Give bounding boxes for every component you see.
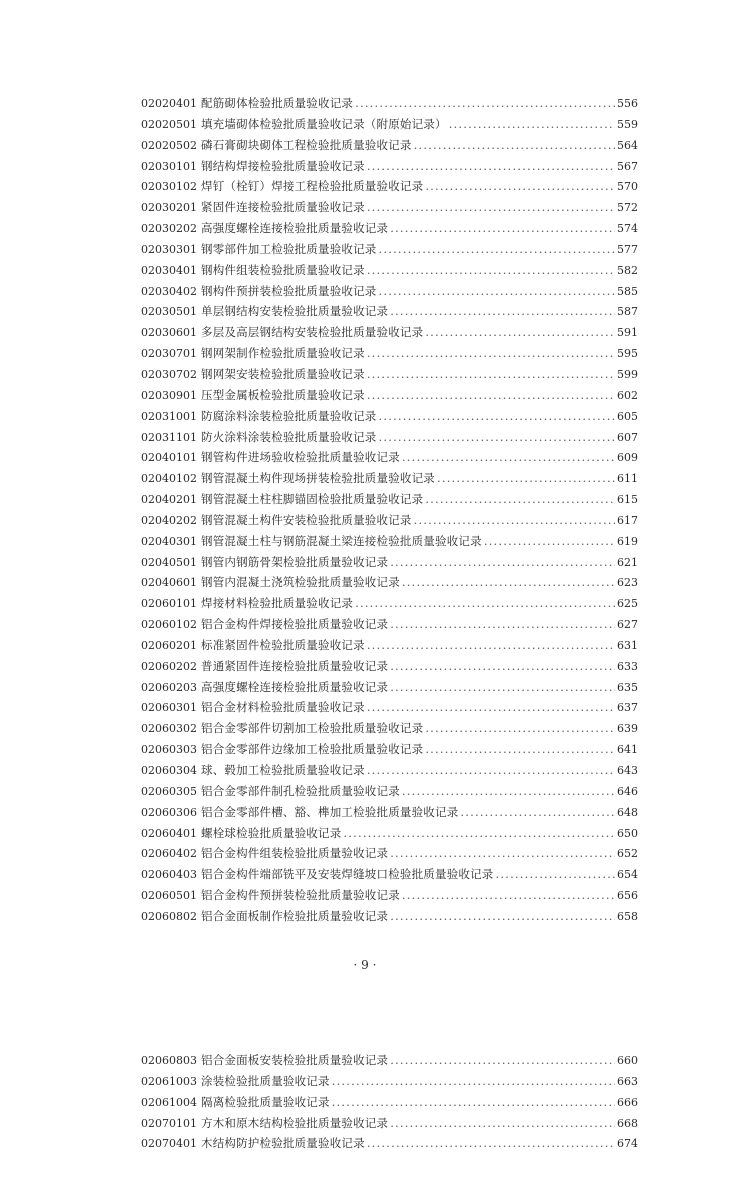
- toc-entry[interactable]: [141, 843, 637, 864]
- toc-entry-code: 02060302: [141, 722, 197, 736]
- toc-entry-code: 02060802: [141, 909, 197, 923]
- toc-entry-title: 普通紧固件连接检验批质量验收记录: [201, 658, 389, 673]
- toc-entry[interactable]: [141, 739, 637, 760]
- toc-entry-page: 556: [617, 97, 638, 110]
- toc-entry[interactable]: [141, 343, 637, 364]
- toc-entry-title: 铝合金零部件边缘加工检验批质量验收记录: [201, 742, 424, 757]
- toc-block-2: [141, 1050, 637, 1154]
- toc-entry-code: 02040501: [141, 555, 197, 569]
- toc-entry-title: 配筋砌体检验批质量验收记录: [201, 96, 354, 110]
- toc-entry-page: 570: [617, 180, 638, 194]
- toc-entry-page: 572: [617, 201, 638, 215]
- toc-entry-title: 钢管混凝土构件安装检验批质量验收记录: [201, 512, 412, 527]
- toc-entry-title: 填充墙砌体检验批质量验收记录（附原始记录）: [201, 116, 447, 131]
- toc-entry-title: 涂装检验批质量验收记录: [201, 1073, 330, 1088]
- toc-entry-code: 02031101: [141, 430, 197, 444]
- toc-entry-page: 599: [617, 367, 638, 381]
- toc-entry-page: 609: [617, 451, 638, 465]
- toc-dot-leader: [367, 697, 615, 718]
- toc-entry-title: 铝合金零部件制孔检验批质量验收记录: [201, 783, 400, 798]
- toc-dot-leader: [425, 176, 615, 197]
- toc-entry-page: 631: [617, 638, 638, 652]
- toc-entry-code: 02030301: [141, 242, 197, 256]
- toc-entry-title: 防火涂料涂装检验批质量验收记录: [201, 429, 377, 444]
- toc-entry-page: 617: [617, 513, 638, 527]
- toc-entry[interactable]: [141, 176, 637, 197]
- toc-entry[interactable]: [141, 260, 637, 281]
- toc-entry[interactable]: [141, 1133, 637, 1154]
- toc-entry-page: 595: [617, 347, 638, 361]
- toc-entry-title: 钢管混凝土柱与钢筋混凝土梁连接检验批质量验收记录: [201, 533, 482, 548]
- toc-entry-code: 02030201: [141, 201, 197, 215]
- toc-entry-page: 674: [617, 1137, 638, 1151]
- toc-entry[interactable]: [141, 385, 637, 406]
- toc-dot-leader: [390, 656, 615, 677]
- toc-entry[interactable]: [141, 364, 637, 385]
- toc-entry-title: 磷石膏砌块砌体工程检验批质量验收记录: [201, 137, 412, 152]
- toc-dot-leader: [425, 718, 615, 739]
- toc-entry-page: 577: [617, 242, 638, 256]
- toc-entry[interactable]: [141, 1071, 637, 1092]
- toc-entry[interactable]: [141, 885, 637, 906]
- toc-entry[interactable]: [141, 489, 637, 510]
- toc-entry-title: 钢构件组装检验批质量验收记录: [201, 262, 365, 277]
- toc-entry-code: 02040301: [141, 534, 197, 548]
- toc-entry-page: 587: [617, 305, 638, 319]
- toc-entry-code: 02030101: [141, 159, 197, 173]
- toc-dot-leader: [496, 864, 616, 885]
- toc-dot-leader: [343, 823, 615, 844]
- toc-entry-title: 方木和原木结构检验批质量验收记录: [201, 1115, 389, 1130]
- toc-entry-code: 02070401: [141, 1137, 197, 1151]
- toc-entry-title: 钢结构焊接检验批质量验收记录: [201, 158, 365, 173]
- toc-entry-code: 02060401: [141, 826, 197, 840]
- toc-entry[interactable]: [141, 114, 637, 135]
- toc-entry[interactable]: [141, 593, 637, 614]
- toc-dot-leader: [367, 1133, 615, 1154]
- toc-entry-code: 02060305: [141, 784, 197, 798]
- toc-entry-title: 钢管内钢筋骨架检验批质量验收记录: [201, 554, 389, 569]
- toc-entry-title: 铝合金面板制作检验批质量验收记录: [201, 908, 389, 923]
- toc-entry-code: 02030102: [141, 180, 197, 194]
- toc-entry-code: 02040601: [141, 576, 197, 590]
- toc-entry-code: 02030202: [141, 222, 197, 236]
- toc-dot-leader: [390, 843, 615, 864]
- toc-entry[interactable]: [141, 510, 637, 531]
- toc-entry-code: 02061004: [141, 1095, 197, 1109]
- toc-block-1: [141, 93, 637, 927]
- toc-dot-leader: [390, 677, 615, 698]
- toc-dot-leader: [367, 343, 615, 364]
- toc-dot-leader: [390, 906, 615, 927]
- toc-entry-title: 钢网架安装检验批质量验收记录: [201, 366, 365, 381]
- toc-entry[interactable]: [141, 197, 637, 218]
- toc-entry-title: 铝合金构件焊接检验批质量验收记录: [201, 617, 389, 632]
- toc-entry-code: 02030702: [141, 367, 197, 381]
- toc-entry-code: 02060301: [141, 701, 197, 715]
- toc-entry-page: 602: [617, 388, 638, 402]
- toc-dot-leader: [379, 427, 616, 448]
- toc-entry-page: 621: [617, 555, 638, 569]
- toc-dot-leader: [425, 739, 615, 760]
- toc-entry-page: 611: [617, 472, 638, 486]
- toc-dot-leader: [390, 218, 615, 239]
- toc-entry-title: 紧固件连接检验批质量验收记录: [201, 200, 365, 215]
- toc-dot-leader: [355, 93, 615, 114]
- toc-dot-leader: [425, 489, 615, 510]
- toc-entry-code: 02070101: [141, 1116, 197, 1130]
- toc-entry-code: 02030401: [141, 263, 197, 277]
- toc-entry-page: 619: [617, 534, 638, 548]
- toc-entry-page: 648: [617, 805, 638, 819]
- toc-entry-code: 02060101: [141, 597, 197, 611]
- toc-dot-leader: [379, 406, 616, 427]
- toc-entry-page: 625: [617, 597, 638, 611]
- toc-entry[interactable]: [141, 718, 637, 739]
- toc-dot-leader: [414, 135, 615, 156]
- toc-dot-leader: [484, 531, 615, 552]
- toc-entry-page: 652: [617, 847, 638, 861]
- toc-entry[interactable]: [141, 447, 637, 468]
- toc-entry-title: 高强度螺栓连接检验批质量验收记录: [201, 221, 389, 236]
- toc-entry-code: 02060402: [141, 847, 197, 861]
- toc-entry[interactable]: [141, 656, 637, 677]
- toc-dot-leader: [425, 322, 615, 343]
- toc-dot-leader: [367, 260, 615, 281]
- toc-dot-leader: [414, 510, 615, 531]
- toc-entry[interactable]: [141, 572, 637, 593]
- toc-dot-leader: [449, 114, 615, 135]
- toc-entry-code: 02060202: [141, 659, 197, 673]
- toc-entry[interactable]: [141, 906, 637, 927]
- toc-entry-title: 木结构防护检验批质量验收记录: [201, 1136, 365, 1151]
- toc-entry-title: 铝合金构件预拼装检验批质量验收记录: [201, 888, 400, 903]
- toc-dot-leader: [379, 239, 616, 260]
- toc-entry[interactable]: [141, 301, 637, 322]
- toc-entry-page: 658: [617, 909, 638, 923]
- toc-entry-title: 多层及高层钢结构安装检验批质量验收记录: [201, 325, 424, 340]
- toc-entry-title: 铝合金构件组装检验批质量验收记录: [201, 846, 389, 861]
- toc-entry-page: 564: [617, 138, 638, 152]
- toc-entry-code: 02061003: [141, 1074, 197, 1088]
- toc-entry-code: 02060306: [141, 805, 197, 819]
- toc-entry-title: 球、毂加工检验批质量验收记录: [201, 763, 365, 777]
- toc-dot-leader: [379, 281, 616, 302]
- toc-dot-leader: [390, 1113, 615, 1134]
- toc-entry-title: 焊接材料检验批质量验收记录: [201, 596, 354, 611]
- toc-entry-page: 559: [617, 117, 638, 131]
- toc-entry-page: 646: [617, 784, 638, 798]
- toc-entry[interactable]: [141, 93, 637, 114]
- toc-entry[interactable]: [141, 322, 637, 343]
- toc-entry-code: 02040201: [141, 493, 197, 507]
- toc-entry-title: 隔离检验批质量验收记录: [201, 1094, 330, 1109]
- toc-entry-title: 铝合金材料检验批质量验收记录: [201, 700, 365, 715]
- toc-entry-code: 02020502: [141, 138, 197, 152]
- toc-dot-leader: [390, 301, 615, 322]
- toc-entry-code: 02040101: [141, 451, 197, 465]
- toc-entry-code: 02030402: [141, 284, 197, 298]
- toc-entry[interactable]: [141, 406, 637, 427]
- toc-entry-page: 639: [617, 722, 638, 736]
- toc-entry-title: 钢管构件进场验收检验批质量验收记录: [201, 450, 400, 465]
- toc-entry-code: 02040202: [141, 513, 197, 527]
- toc-entry[interactable]: [141, 427, 637, 448]
- toc-dot-leader: [332, 1092, 615, 1113]
- toc-entry[interactable]: [141, 218, 637, 239]
- toc-entry-code: 02030901: [141, 388, 197, 402]
- toc-entry-title: 焊钉（栓钉）焊接工程检验批质量验收记录: [201, 179, 424, 194]
- toc-entry-page: 641: [617, 743, 638, 757]
- toc-dot-leader: [402, 781, 615, 802]
- toc-entry-page: 666: [617, 1095, 638, 1109]
- toc-entry-code: 02031001: [141, 409, 197, 423]
- toc-entry[interactable]: [141, 281, 637, 302]
- toc-entry-page: 663: [617, 1074, 638, 1088]
- toc-entry-page: 607: [617, 430, 638, 444]
- page-number: · 9 ·: [353, 958, 377, 972]
- toc-dot-leader: [355, 593, 615, 614]
- toc-entry-page: 567: [617, 159, 638, 173]
- toc-entry-page: 633: [617, 659, 638, 673]
- toc-dot-leader: [402, 885, 615, 906]
- toc-entry-title: 防腐涂料涂装检验批质量验收记录: [201, 408, 377, 423]
- toc-entry-title: 单层钢结构安装检验批质量验收记录: [201, 304, 389, 319]
- toc-entry-code: 02030601: [141, 326, 197, 340]
- toc-dot-leader: [332, 1071, 615, 1092]
- toc-entry-title: 铝合金面板安装检验批质量验收记录: [201, 1053, 389, 1067]
- toc-entry[interactable]: [141, 531, 637, 552]
- toc-entry-title: 铝合金零部件槽、豁、榫加工检验批质量验收记录: [201, 804, 459, 819]
- toc-dot-leader: [390, 614, 615, 635]
- toc-entry-code: 02060803: [141, 1054, 197, 1067]
- toc-entry[interactable]: [141, 135, 637, 156]
- toc-entry-title: 螺栓球检验批质量验收记录: [201, 825, 342, 840]
- toc-entry-title: 钢管混凝土构件现场拼装检验批质量验收记录: [201, 471, 435, 486]
- toc-entry-title: 标准紧固件检验批质量验收记录: [201, 637, 365, 652]
- toc-entry[interactable]: [141, 1092, 637, 1113]
- toc-entry-page: 585: [617, 284, 638, 298]
- toc-entry-title: 压型金属板检验批质量验收记录: [201, 387, 365, 402]
- toc-entry[interactable]: [141, 1050, 637, 1071]
- toc-dot-leader: [460, 802, 615, 823]
- toc-entry-code: 02060102: [141, 618, 197, 632]
- toc-dot-leader: [367, 385, 615, 406]
- toc-dot-leader: [402, 447, 615, 468]
- toc-dot-leader: [390, 1050, 615, 1071]
- toc-entry[interactable]: [141, 156, 637, 177]
- toc-entry-title: 钢构件预拼装检验批质量验收记录: [201, 283, 377, 298]
- toc-entry-title: 钢管内混凝土浇筑检验批质量验收记录: [201, 575, 400, 590]
- toc-entry[interactable]: [141, 552, 637, 573]
- toc-entry[interactable]: [141, 1113, 637, 1134]
- toc-entry-page: 656: [617, 889, 638, 903]
- toc-entry[interactable]: [141, 468, 637, 489]
- toc-entry-title: 钢零部件加工检验批质量验收记录: [201, 241, 377, 256]
- toc-dot-leader: [390, 552, 615, 573]
- toc-entry-page: 654: [617, 868, 638, 882]
- toc-entry[interactable]: [141, 635, 637, 656]
- toc-entry[interactable]: [141, 614, 637, 635]
- toc-entry[interactable]: [141, 781, 637, 802]
- toc-entry-page: 615: [617, 493, 638, 507]
- toc-entry-code: 02060203: [141, 680, 197, 694]
- toc-entry[interactable]: [141, 239, 637, 260]
- toc-entry-page: 591: [617, 326, 638, 340]
- toc-dot-leader: [437, 468, 615, 489]
- toc-entry-code: 02020401: [141, 97, 197, 110]
- toc-dot-leader: [367, 156, 615, 177]
- toc-entry-title: 钢管混凝土柱柱脚锚固检验批质量验收记录: [201, 492, 424, 507]
- toc-entry-page: 627: [617, 618, 638, 632]
- toc-entry-code: 02060403: [141, 868, 197, 882]
- toc-entry-page: 660: [617, 1054, 638, 1067]
- toc-entry[interactable]: [141, 823, 637, 844]
- toc-entry-code: 02060201: [141, 638, 197, 652]
- toc-entry-page: 650: [617, 826, 638, 840]
- toc-entry-code: 02030501: [141, 305, 197, 319]
- toc-dot-leader: [402, 572, 615, 593]
- toc-entry[interactable]: [141, 802, 637, 823]
- toc-entry[interactable]: [141, 677, 637, 698]
- toc-entry-title: 铝合金零部件切割加工检验批质量验收记录: [201, 721, 424, 736]
- toc-entry-code: 02020501: [141, 117, 197, 131]
- toc-entry[interactable]: [141, 697, 637, 718]
- toc-entry-code: 02040102: [141, 472, 197, 486]
- toc-entry-page: 605: [617, 409, 638, 423]
- toc-dot-leader: [367, 197, 615, 218]
- toc-entry-page: 623: [617, 576, 638, 590]
- toc-entry-page: 643: [617, 764, 638, 777]
- toc-dot-leader: [367, 364, 615, 385]
- toc-entry-page: 637: [617, 701, 638, 715]
- toc-entry-page: 582: [617, 263, 638, 277]
- toc-dot-leader: [367, 635, 615, 656]
- toc-dot-leader: [367, 760, 615, 781]
- toc-entry-code: 02060303: [141, 743, 197, 757]
- toc-entry-page: 635: [617, 680, 638, 694]
- toc-entry[interactable]: [141, 760, 637, 781]
- toc-entry-page: 574: [617, 222, 638, 236]
- toc-entry-title: 铝合金构件端部铣平及安装焊缝坡口检验批质量验收记录: [201, 867, 494, 882]
- toc-entry[interactable]: [141, 864, 637, 885]
- toc-entry-code: 02030701: [141, 347, 197, 361]
- toc-entry-code: 02060304: [141, 764, 197, 777]
- toc-entry-code: 02060501: [141, 889, 197, 903]
- toc-entry-title: 钢网架制作检验批质量验收记录: [201, 346, 365, 361]
- toc-entry-title: 高强度螺栓连接检验批质量验收记录: [201, 679, 389, 694]
- toc-entry-page: 668: [617, 1116, 638, 1130]
